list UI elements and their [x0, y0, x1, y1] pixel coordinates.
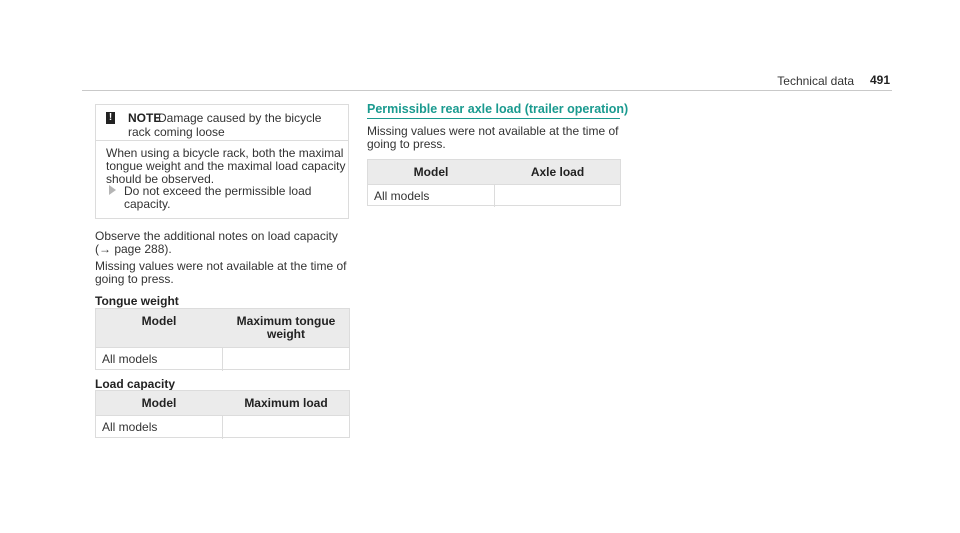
column-header-max-tongue-weight-line-2: weight: [267, 327, 305, 341]
column-header-model: Model: [141, 396, 177, 410]
column-divider: [222, 415, 223, 439]
axle-load-table: [367, 159, 621, 206]
table-header-row: [368, 160, 620, 184]
table-header-row: [96, 309, 349, 347]
cell-model: All models: [102, 420, 158, 434]
note-subtitle-line-1: Damage caused by the bicycle: [158, 111, 322, 125]
cell-model: All models: [374, 189, 430, 203]
tongue-weight-heading: Tongue weight: [95, 294, 179, 308]
column-header-max-tongue-weight-line-1: Maximum tongue: [236, 314, 336, 328]
column-divider: [222, 347, 223, 371]
note-box: [95, 104, 349, 219]
cell-model: All models: [102, 352, 158, 366]
note-header: [96, 105, 348, 141]
missing-values-line-2: going to press.: [95, 272, 174, 286]
note-body-line-1: When using a bicycle rack, both the maximal: [106, 146, 344, 160]
page-reference-link[interactable]: (→ page 288).: [95, 242, 172, 256]
section-title-underline: [367, 118, 620, 119]
note-action-line-2: capacity.: [124, 197, 171, 211]
section-title: Permissible rear axle load (trailer operation): [367, 102, 629, 116]
right-missing-values-line-1: Missing values were not available at the time of: [367, 124, 619, 138]
column-header-model: Model: [413, 165, 449, 179]
page-number: 491: [869, 73, 890, 87]
column-header-model: Model: [141, 314, 177, 328]
right-missing-values-line-2: going to press.: [367, 137, 446, 151]
column-header-axle-load: Axle load: [530, 165, 585, 179]
running-header-section: Technical data: [777, 74, 854, 88]
note-subtitle-line-2: rack coming loose: [128, 125, 225, 139]
table-header-row: [96, 391, 349, 415]
note-body-line-3: should be observed.: [106, 172, 215, 186]
column-divider: [494, 184, 495, 207]
load-capacity-table: [95, 390, 350, 438]
note-body-line-2: tongue weight and the maximal load capacity: [106, 159, 346, 173]
tongue-weight-table: [95, 308, 350, 370]
missing-values-line-1: Missing values were not available at the time of: [95, 259, 347, 273]
load-capacity-heading: Load capacity: [95, 377, 176, 391]
note-title: NOTE: [128, 111, 162, 125]
observe-text-line-1: Observe the additional notes on load capacity: [95, 229, 338, 243]
action-arrow-icon: [109, 185, 116, 195]
column-header-max-load: Maximum load: [244, 396, 328, 410]
note-action-line-1: Do not exceed the permissible load: [124, 184, 312, 198]
warning-icon: !: [106, 112, 115, 124]
header-rule: [82, 90, 892, 91]
